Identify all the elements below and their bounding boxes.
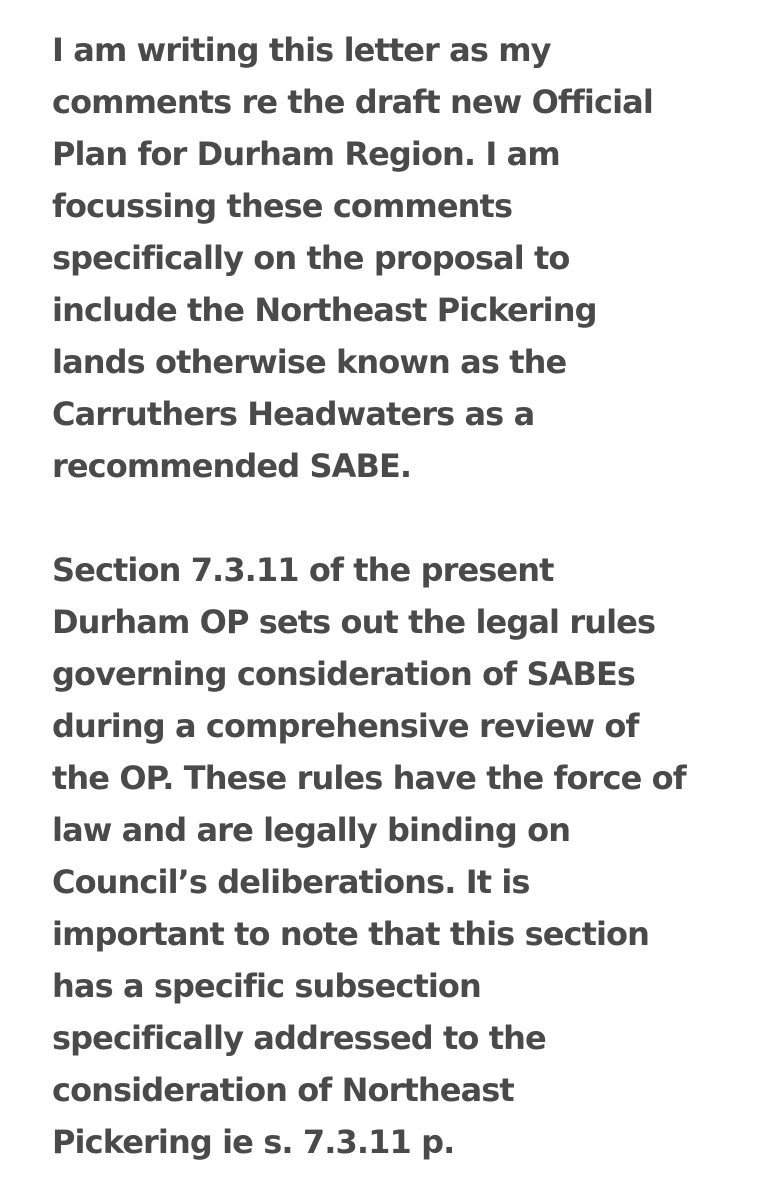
text-line: comments re the draft new Official <box>52 83 653 121</box>
text-line: the OP. These rules have the force of <box>52 759 686 797</box>
paragraph-gap <box>52 492 752 544</box>
text-line: focussing these comments <box>52 187 513 225</box>
text-line: I am writing this letter as my <box>52 31 551 69</box>
letter-body <box>52 24 752 1168</box>
text-line: during a comprehensive review of <box>52 707 639 745</box>
text-line: specifically on the proposal to <box>52 239 570 277</box>
text-line: Carruthers Headwaters as a <box>52 395 535 433</box>
text-line: has a specific subsection <box>52 967 481 1005</box>
text-line: important to note that this section <box>52 915 650 953</box>
text-line: governing consideration of SABEs <box>52 655 636 693</box>
text-line: Section 7.3.11 of the present <box>52 551 554 589</box>
paragraph-2 <box>52 544 752 1168</box>
text-line: Pickering ie s. 7.3.11 p. <box>52 1123 455 1161</box>
text-line: Plan for Durham Region. I am <box>52 135 560 173</box>
text-line: lands otherwise known as the <box>52 343 567 381</box>
text-line: law and are legally binding on <box>52 811 571 849</box>
text-line: Durham OP sets out the legal rules <box>52 603 656 641</box>
clipped-previous-line <box>170 0 590 4</box>
text-line: include the Northeast Pickering <box>52 291 597 329</box>
paragraph-1 <box>52 24 752 492</box>
text-line: recommended SABE. <box>52 447 412 485</box>
text-line: specifically addressed to the <box>52 1019 546 1057</box>
text-line: consideration of Northeast <box>52 1071 514 1109</box>
text-line: Council’s deliberations. It is <box>52 863 530 901</box>
